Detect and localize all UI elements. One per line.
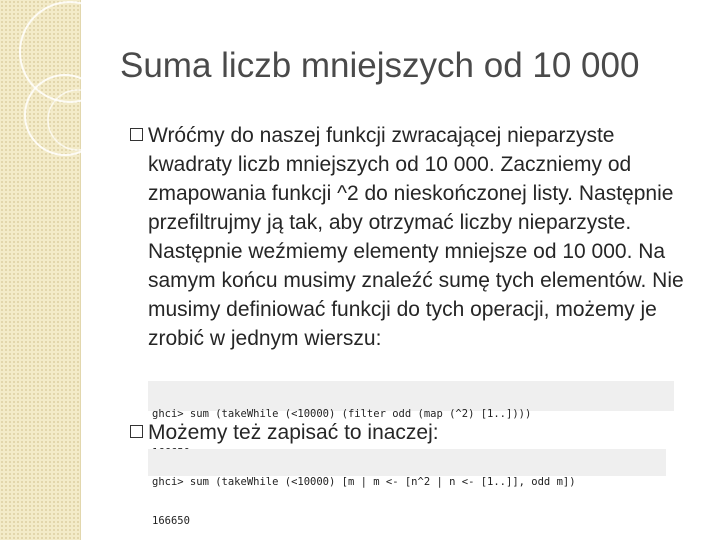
- code-block-1: [148, 381, 674, 420]
- bullet-item-alternative: [130, 418, 685, 447]
- bullet-square-icon: [130, 425, 143, 438]
- code-block-2: [148, 449, 666, 527]
- bullet-text: Możemy też zapisać to inaczej:: [148, 421, 439, 444]
- bullet-text: Wróćmy do naszej funkcji zwracającej nieparzyste kwadraty liczb mniejszych od 10 000. Zaczniemy od zmapowania funkcji ^2 do nieskończonej listy. Następnie przefiltrujmy ją tak, aby otrzymać liczby nieparzyste. Następnie weźmiemy elementy mniejsze od 10 000. Na samym końcu musimy znaleźć sumę tych elementów. Nie musimy definiować funkcji do tych operacji, możemy je zrobić w jednym wierszu:: [148, 124, 684, 350]
- code-result: 166650: [152, 515, 190, 527]
- decorative-circles: [0, 0, 130, 200]
- bullet-square-icon: [130, 128, 143, 141]
- code-command: ghci> sum (takeWhile (<10000) (filter odd (map (^2) [1..]))): [152, 408, 532, 420]
- slide-title: Suma liczb mniejszych od 10 000: [120, 46, 640, 85]
- code-command: ghci> sum (takeWhile (<10000) [m | m <- [n^2 | n <- [1..]], odd m]): [152, 476, 576, 488]
- bullet-item-intro: [130, 121, 685, 353]
